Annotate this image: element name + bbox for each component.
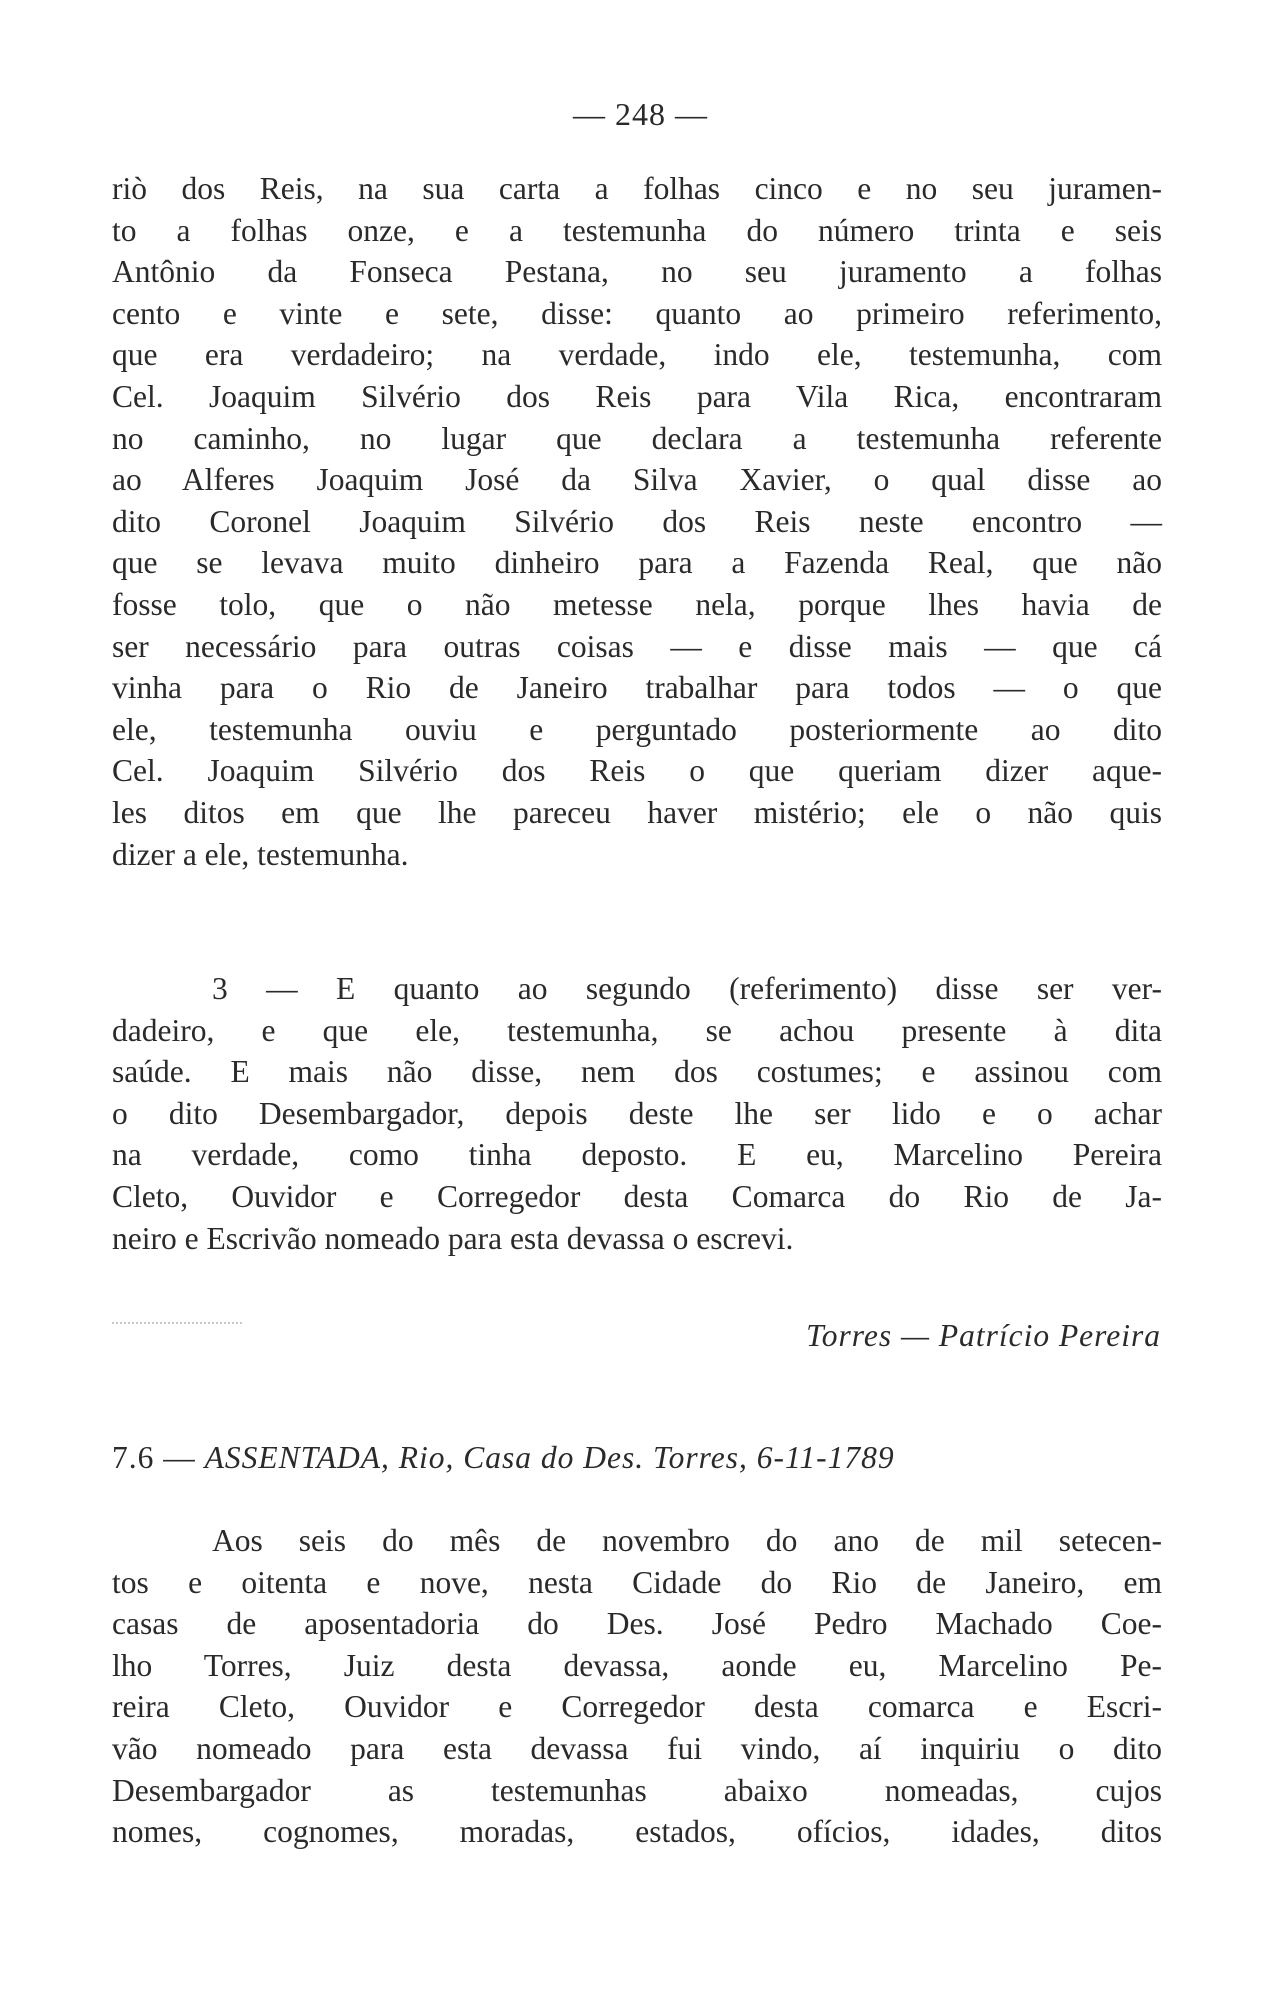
text-line: lho Torres, Juiz desta devassa, aonde eu, Marcelino Pe- [112, 1647, 1162, 1683]
text-line: que era verdadeiro; na verdade, indo ele, testemunha, com [112, 337, 1162, 373]
text-line: Cel. Joaquim Silvério dos Reis o que queriam dizer aque- [112, 753, 1162, 789]
text-line: o dito Desembargador, depois deste lhe ser lido e o achar [112, 1095, 1162, 1131]
text-line: ao Alferes Joaquim José da Silva Xavier, o qual disse ao [112, 462, 1162, 498]
text-line: cento e vinte e sete, disse: quanto ao primeiro referimento, [112, 295, 1162, 331]
text-line: Antônio da Fonseca Pestana, no seu juramento a folhas [112, 254, 1162, 290]
text-line: Desembargador as testemunhas abaixo nomeadas, cujos [112, 1772, 1162, 1808]
section-heading [112, 1440, 1162, 1476]
text-line: reira Cleto, Ouvidor e Corregedor desta comarca e Escri- [112, 1689, 1162, 1725]
text-line: vão nomeado para esta devassa fui vindo, aí inquiriu o dito [112, 1730, 1162, 1766]
text-line: riò dos Reis, na sua carta a folhas cinco e no seu juramen- [112, 171, 1162, 206]
text-line: Cleto, Ouvidor e Corregedor desta Comarca do Rio de Ja- [112, 1178, 1162, 1214]
text-line: casas de aposentadoria do Des. José Pedro Machado Coe- [112, 1606, 1162, 1642]
section-title: ASSENTADA, Rio, Casa do Des. Torres, 6-11-1789 [204, 1440, 895, 1475]
text-line: to a folhas onze, e a testemunha do número trinta e seis [112, 212, 1162, 248]
section-number: 7.6 — [112, 1440, 196, 1475]
text-line: neiro e Escrivão nomeado para esta devassa o escrevi. [112, 1220, 794, 1256]
faint-dotted-mark [112, 1322, 242, 1324]
text-line: ele, testemunha ouviu e perguntado posteriormente ao dito [112, 711, 1162, 747]
paragraph-testimony [112, 168, 1162, 875]
text-line: vinha para o Rio de Janeiro trabalhar para todos — o que [112, 670, 1162, 706]
paragraph-assentada [112, 1520, 1162, 1853]
text-line: saúde. E mais não disse, nem dos costumes; e assinou com [112, 1054, 1162, 1090]
text-line: 3 — E quanto ao segundo (referimento) disse ser ver- [212, 971, 1162, 1006]
text-line: nomes, cognomes, moradas, estados, ofícios, idades, ditos [112, 1814, 1162, 1850]
text-line: dadeiro, e que ele, testemunha, se achou presente à dita [112, 1012, 1162, 1048]
text-line: dizer a ele, testemunha. [112, 836, 409, 872]
page-number: — 248 — [573, 96, 708, 132]
text-line: ser necessário para outras coisas — e disse mais — que cá [112, 628, 1162, 664]
text-line: dito Coronel Joaquim Silvério dos Reis neste encontro — [112, 503, 1162, 539]
text-line: que se levava muito dinheiro para a Fazenda Real, que não [112, 545, 1162, 581]
text-line: les ditos em que lhe pareceu haver mistério; ele o não quis [112, 794, 1162, 830]
text-line: no caminho, no lugar que declara a testemunha referente [112, 420, 1162, 456]
text-line: fosse tolo, que o não metesse nela, porque lhes havia de [112, 586, 1162, 622]
text-line: na verdade, como tinha deposto. E eu, Marcelino Pereira [112, 1137, 1162, 1173]
text-line: tos e oitenta e nove, nesta Cidade do Rio de Janeiro, em [112, 1564, 1162, 1600]
paragraph-second-referimento [112, 968, 1162, 1259]
signature-line: Torres — Patrício Pereira [806, 1318, 1161, 1353]
text-line: Cel. Joaquim Silvério dos Reis para Vila Rica, encontraram [112, 378, 1162, 414]
text-line: Aos seis do mês de novembro do ano de mil setecen- [212, 1523, 1162, 1558]
